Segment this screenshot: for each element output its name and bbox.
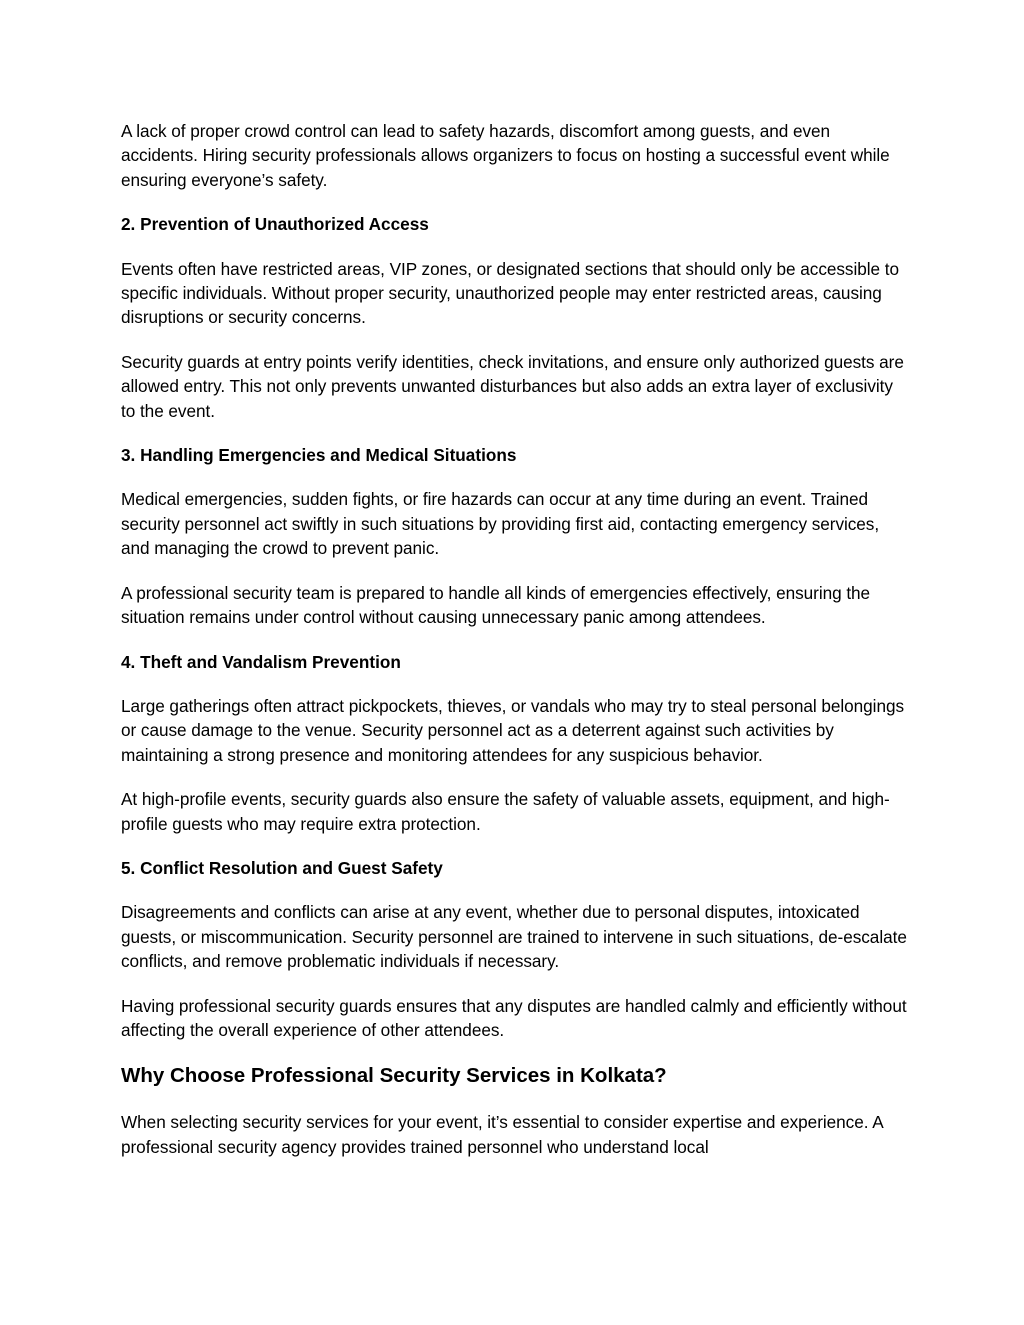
heading-conflict-resolution: 5. Conflict Resolution and Guest Safety [121, 857, 443, 878]
paragraph-entry-points: Security guards at entry points verify identities, check invitations, and ensure only authorized guests are allowed entry. This not only prevents unwanted disturbances but also adds an extra layer of exclusivity to the event. [121, 351, 904, 421]
paragraph-restricted-areas: Events often have restricted areas, VIP zones, or designated sections that should only be accessible to specific individuals. Without proper security, unauthorized people may enter restricted areas, causing disruptions or security concerns. [121, 258, 899, 328]
paragraph-emergency-team: A professional security team is prepared to handle all kinds of emergencies effectively, ensuring the situation remains under control without causing unnecessary panic among attendees. [121, 582, 871, 628]
heading-theft-prevention: 4. Theft and Vandalism Prevention [121, 651, 401, 672]
paragraph-selecting-services: When selecting security services for your event, it’s essential to consider expertise and experience. A professional security agency provides trained personnel who understand local [121, 1112, 883, 1157]
heading-unauthorized-access: 2. Prevention of Unauthorized Access [121, 214, 429, 235]
document-body [121, 119, 911, 1179]
paragraph-crowd-control: A lack of proper crowd control can lead to safety hazards, discomfort among guests, and even accidents. Hiring security professionals allows organizers to focus on hosting a successful event while ensuring everyone’s safety. [121, 121, 890, 190]
paragraph-disputes-handled: Having professional security guards ensures that any disputes are handled calmly and efficiently without affecting the overall experience of other attendees. [121, 995, 907, 1040]
heading-why-choose: Why Choose Professional Security Services in Kolkata? [121, 1064, 667, 1088]
paragraph-high-profile: At high-profile events, security guards also ensure the safety of valuable assets, equipment, and high-profile guests who may require extra protection. [121, 789, 890, 834]
paragraph-pickpockets: Large gatherings often attract pickpockets, thieves, or vandals who may try to steal personal belongings or cause damage to the venue. Security personnel act as a deterrent against such activities by maintaining a strong presence and monitoring attendees for any suspicious behavior. [121, 695, 905, 765]
paragraph-disagreements: Disagreements and conflicts can arise at any event, whether due to personal disputes, intoxicated guests, or miscommunication. Security personnel are trained to intervene in such situations, de-escalate conflicts, and remove problematic individuals if necessary. [121, 902, 907, 972]
heading-emergencies: 3. Handling Emergencies and Medical Situations [121, 445, 517, 466]
paragraph-medical-emergencies: Medical emergencies, sudden fights, or fire hazards can occur at any time during an event. Trained security personnel act swiftly in such situations by providing first aid, contacting emergency services, and managing the crowd to prevent panic. [121, 489, 880, 559]
